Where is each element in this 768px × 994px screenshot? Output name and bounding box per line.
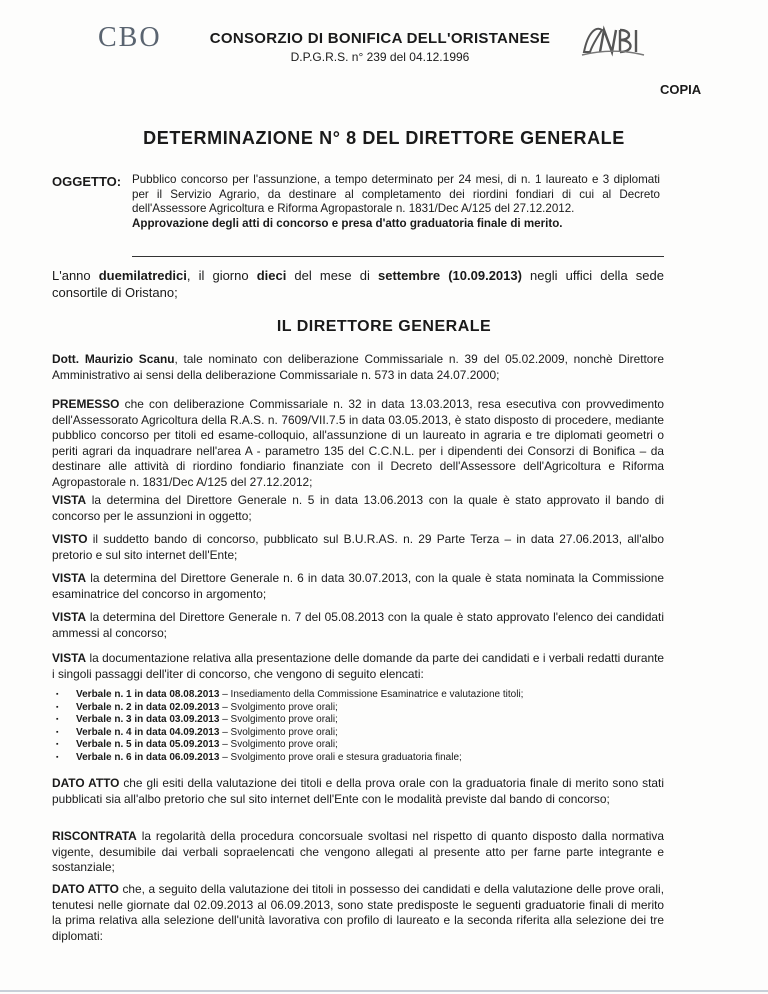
subject-body: Pubblico concorso per l'assunzione, a tempo determinato per 24 mesi, di n. 1 laureato e 3 diplomati per il Servizio Agrario, da destinare al completamento dei riordini fondiari di cui al Decreto dell'Assessore Agricoltura e Riforma Agropastorale n. 1831/Dec A/125 del 27.12.2012. [132, 173, 660, 216]
anbi-logo [578, 22, 648, 63]
determination-title: DETERMINAZIONE N° 8 DEL DIRETTORE GENERALE [143, 128, 625, 148]
vista-paragraph-2: VISTA la determina del Direttore Generale n. 6 in data 30.07.2013, con la quale è stata nominata la Commissione esaminatrice del concorso in argomento; [52, 571, 664, 601]
logo-left-text: CBO [98, 22, 162, 53]
list-item: ▪ Verbale n. 1 in data 08.08.2013 – Insediamento della Commissione Esaminatrice e valutazione titoli; [56, 689, 523, 702]
list-item: ▪ Verbale n. 2 in data 02.09.2013 – Svolgimento prove orali; [56, 702, 523, 715]
verbali-list [56, 689, 523, 765]
premesso-paragraph: PREMESSO che con deliberazione Commissariale n. 32 in data 13.03.2013, resa esecutiva con provvedimento dell'Assessorato Agricoltura della R.A.S. n. 7609/VII.7.5 in data 03.05.2013, è stato disposto di procedere, mediante pubblico concorso per titoli ed esame-colloquio, all'assunzione di un laureato in agraria e tre diplomati geometri o periti agrari da inquadrare nell'area A - parametro 135 del C.C.N.L. per i dipendenti dei Consorzi di Bonifica – da destinare alle attività di riordino fondiario finanziate con il Decreto dell'Assessore dell'Agricoltura e Riforma Agropastorale n. 1831/Dec A/125 del 27.12.2012; [52, 397, 664, 489]
visto-paragraph: VISTO il suddetto bando di concorso, pubblicato sul B.U.R.AS. n. 29 Parte Terza – in data 27.06.2013, all'albo pretorio e sul sito internet dell'Ente; [52, 532, 664, 562]
consortium-decree: D.P.G.R.S. n° 239 del 04.12.1996 [290, 50, 470, 64]
dato-atto-paragraph-1: DATO ATTO che gli esiti della valutazione dei titoli e della prova orale con la graduatoria finale di merito sono stati pubblicati sia all'albo pretorio che sul sito internet dell'Ente con le modalità previste dal bando di concorso; [52, 776, 664, 806]
subject-label: OGGETTO: [52, 174, 122, 189]
list-item: ▪ Verbale n. 5 in data 05.09.2013 – Svolgimento prove orali; [56, 739, 523, 752]
subject-bold: Approvazione degli atti di concorso e presa d'atto graduatoria finale di merito. [132, 216, 563, 230]
subject-divider [132, 256, 664, 257]
vista-paragraph-4: VISTA la documentazione relativa alla presentazione delle domande da parte dei candidati e i verbali redatti durante i singoli passaggi dell'iter di concorso, che vengono di seguito elencati: [52, 651, 664, 681]
section-title: IL DIRETTORE GENERALE [276, 318, 492, 335]
dato-atto-paragraph-2: DATO ATTO che, a seguito della valutazione dei titoli in possesso dei candidati e della valutazione delle prove orali, tenutesi nelle giornate dal 02.09.2013 al 06.09.2013, sono state predisposte le seguenti graduatorie finali di merito la prima relativa alla selezione dell'unità lavorativa con profilo di laureato e la seconda riferita alla selezione dei tre diplomati: [52, 882, 664, 943]
list-item: ▪ Verbale n. 3 in data 03.09.2013 – Svolgimento prove orali; [56, 714, 523, 727]
copy-label: COPIA [660, 82, 702, 97]
intro-paragraph: L'anno duemilatredici, il giorno dieci del mese di settembre (10.09.2013) negli uffici della sede consortile di Oristano; [52, 268, 664, 300]
consortium-title: CONSORZIO DI BONIFICA DELL'ORISTANESE [209, 30, 551, 47]
list-item: ▪ Verbale n. 6 in data 06.09.2013 – Svolgimento prove orali e stesura graduatoria finale; [56, 752, 523, 765]
list-item: ▪ Verbale n. 4 in data 04.09.2013 – Svolgimento prove orali; [56, 727, 523, 740]
vista-paragraph-3: VISTA la determina del Direttore Generale n. 7 del 05.08.2013 con la quale è stato approvato l'elenco dei candidati ammessi al concorso; [52, 610, 664, 640]
vista-paragraph-1: VISTA la determina del Direttore Generale n. 5 in data 13.06.2013 con la quale è stato approvato il bando di concorso per le assunzioni in oggetto; [52, 493, 664, 523]
anbi-logo-icon [578, 22, 648, 58]
subject-text [132, 173, 660, 231]
page-edge [0, 990, 768, 992]
riscontrata-paragraph: RISCONTRATA la regolarità della procedura concorsuale svoltasi nel rispetto di quanto disposto dalla normativa vigente, desumibile dai verbali sopraelencati che vengono allegati al presente atto per farne parte integrante e sostanziale; [52, 829, 664, 875]
consortium-logo-left [98, 22, 162, 54]
dott-paragraph: Dott. Maurizio Scanu, tale nominato con deliberazione Commissariale n. 39 del 05.02.2009, nonchè Direttore Amministrativo ai sensi della deliberazione Commissariale n. 573 in data 24.07.2000; [52, 352, 664, 382]
